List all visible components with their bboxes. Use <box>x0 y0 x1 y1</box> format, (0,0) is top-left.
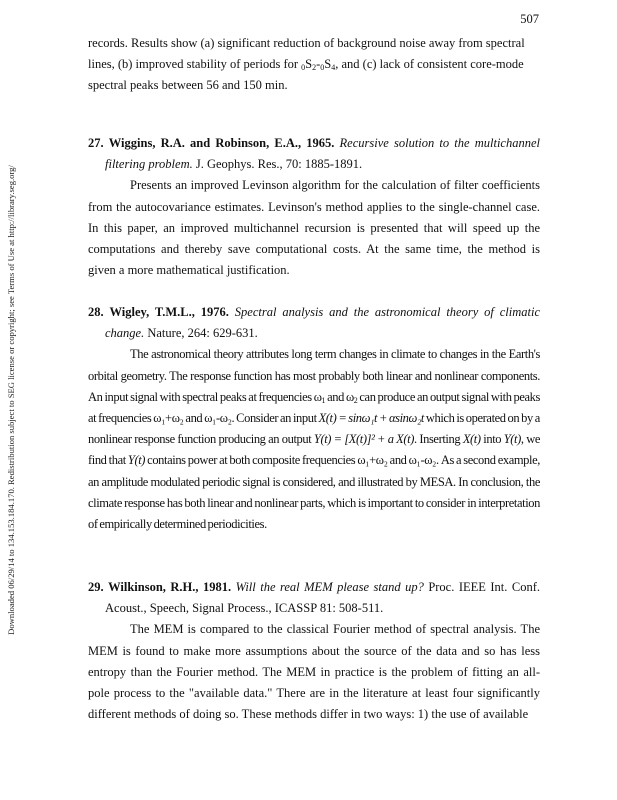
entry-29-citation: 29. Wilkinson, R.H., 1981. Will the real MEM please stand up? Proc. IEEE Int. Conf. Acoust., Speech, Signal Process., ICASSP 81: 508-511. <box>88 580 541 616</box>
entry-27-abstract: Presents an improved Levinson algorithm for the calculation of filter coefficients from the autocovariance estimates. Levinson's method applies to the single-channel case. In this paper, an improved multichannel recursion is presented that will speed up the computations and thereby save computational costs. At the same time, the method is given a more mathematical justification. <box>88 178 540 278</box>
entry-29-abstract: The MEM is compared to the classical Fourier method of spectral analysis. The MEM is found to make more assumptions about the source of the data and so has less entropy than the Fourier method. The MEM in practice is the problem of fitting an all-pole process to the "available data." There are in the literature at least four significantly different methods of doing so. These methods differ in two ways: 1) the use of available <box>88 622 540 722</box>
entry-29-authors: Wilkinson, R.H., 1981. <box>108 580 232 594</box>
entry-29-source: Proc. IEEE Int. Conf. Acoust., Speech, Signal Process., ICASSP 81: 508-511. <box>105 580 541 616</box>
entry-27-title: Recursive solution to the multichannel filtering problem. <box>105 136 540 172</box>
continued-abstract <box>88 33 540 97</box>
entry-27-citation: 27. Wiggins, R.A. and Robinson, E.A., 1965. Recursive solution to the multichannel filtering problem. J. Geophys. Res., 70: 1885-1891. <box>88 136 540 172</box>
download-notice-text: Downloaded 06/29/14 to 134.153.184.170. Redistribution subject to SEG license or copyright; see Terms of Use at http://library.seg.org/ <box>6 165 16 635</box>
entry-27 <box>88 133 540 281</box>
entry-29-title: Will the real MEM please stand up? <box>235 580 424 594</box>
continued-line-2: lines, (b) improved stability of periods for $_0S_2-_0S_4$, and (c) lack of consistent core-mode <box>88 57 524 73</box>
entry-28-source: Nature, 264: 629-631. <box>147 326 258 341</box>
difference-frequency: ω₁-ω₂ <box>204 411 232 426</box>
page-number: 507 <box>520 12 539 26</box>
output-expression: Y(t) = [X(t)]² + a X(t) <box>313 432 415 447</box>
continued-line-3: spectral peaks between 56 and 150 min. <box>88 78 288 93</box>
entry-28-authors: Wigley, T.M.L., 1976. <box>109 305 229 319</box>
input-expression: X(t) = sinω₁t + αsinω₂t <box>318 411 424 426</box>
download-notice <box>4 120 18 680</box>
entry-28-title: Spectral analysis and the astronomical theory of climatic change. <box>105 305 540 341</box>
entry-27-authors: Wiggins, R.A. and Robinson, E.A., 1965. <box>108 136 335 150</box>
entry-28 <box>88 302 540 535</box>
continued-line-1: records. Results show (a) significant reduction of background noise away from spectral <box>88 36 525 50</box>
entry-28-abstract: The astronomical theory attributes long term changes in climate to changes in the Earth's orbital geometry. The response function has most probably both linear and nonlinear components. An input signal with spectral peaks at frequencies $\omega_1$ and $\omega_2$ can produce an output signal with peaks at frequencies ω₁+ω₂ and ω₁-ω₂. Consider an input X(t) = sinω₁t + αsinω₂t which is operated on by a nonlinear response function producing an output Y(t) = [X(t)]² + a X(t). Inserting X(t) into Y(t), we find that Y(t) contains power at both composite frequencies ω₁+ω₂ and ω₁-ω₂. As a second example, an amplitude modulated periodic signal is considered, and illustrated by MESA. In conclusion, the climate response has both linear and nonlinear parts, which is important to consider in interpretation of empirically determined periodicities. <box>88 347 541 532</box>
entry-29 <box>88 577 540 725</box>
sum-frequency: ω₁+ω₂ <box>153 411 184 426</box>
entry-27-source: J. Geophys. Res., 70: 1885-1891. <box>195 157 363 172</box>
entry-28-citation: 28. Wigley, T.M.L., 1976. Spectral analysis and the astronomical theory of climatic change. Nature, 264: 629-631. <box>88 305 540 341</box>
